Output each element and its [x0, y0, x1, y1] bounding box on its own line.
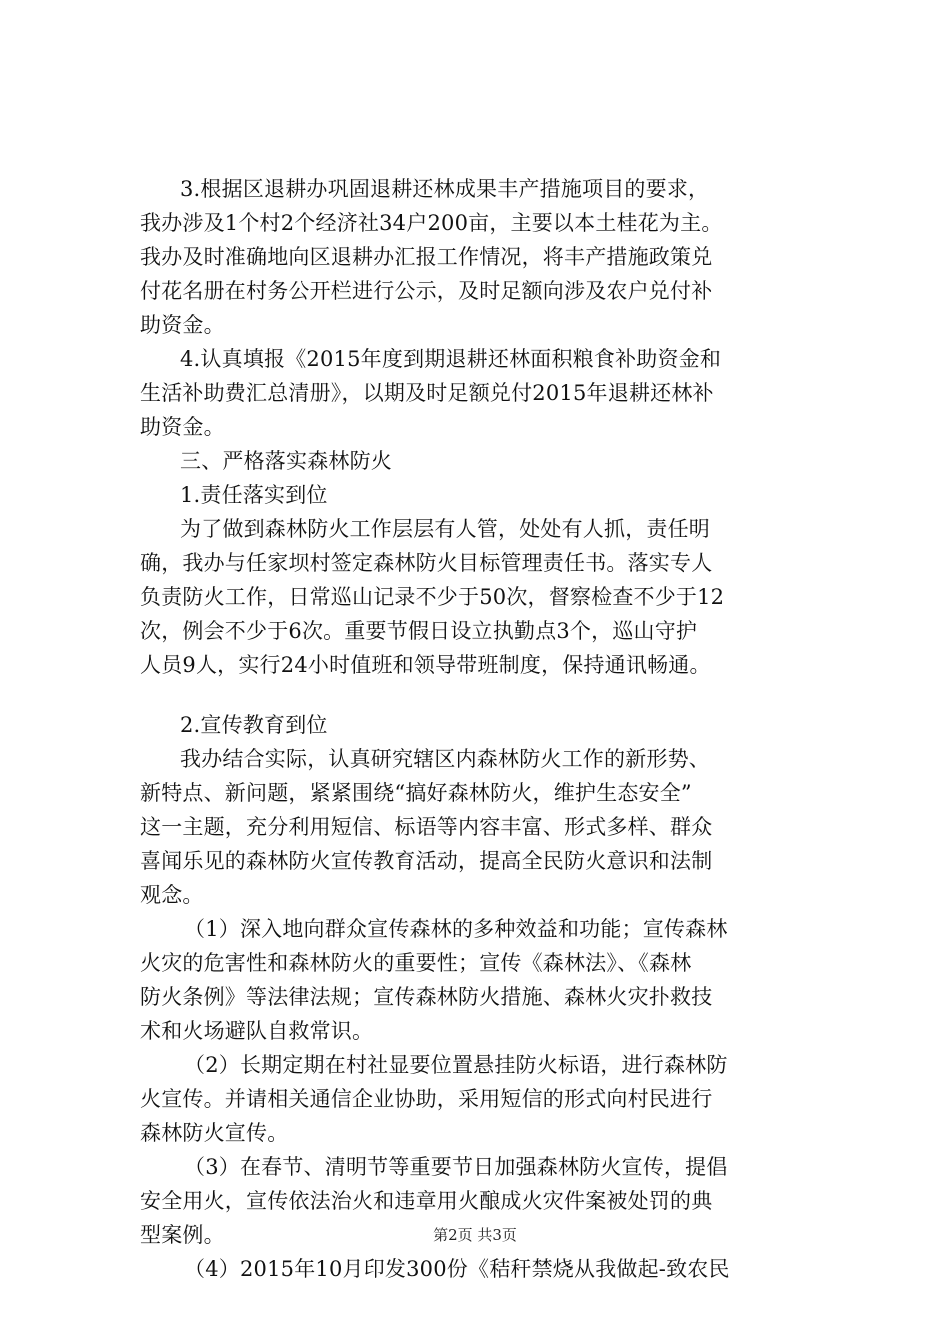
paragraph-line: 生活补助费汇总清册》，以期及时足额兑付2015年退耕还林补: [140, 381, 714, 405]
page-number-footer: 第2页 共3页: [433, 1226, 517, 1244]
paragraph-line: 观念。: [140, 883, 204, 907]
paragraph-line: 次，例会不少于6次。重要节假日设立执勤点3个，巡山守护: [140, 619, 698, 643]
subsection-heading: 2.宣传教育到位: [180, 713, 328, 737]
paragraph-gap: [140, 682, 840, 708]
paragraph-line: 助资金。: [140, 313, 225, 337]
paragraph-line: 人员9人，实行24小时值班和领导带班制度，保持通讯畅通。: [140, 653, 711, 677]
paragraph-line: 火灾的危害性和森林防火的重要性；宣传《森林法》、《森林: [140, 951, 692, 975]
paragraph-line: 火宣传。并请相关通信企业协助，采用短信的形式向村民进行: [140, 1087, 713, 1111]
paragraph-line: 确，我办与任家坝村签定森林防火目标管理责任书。落实专人: [140, 551, 713, 575]
paragraph-line: 我办及时准确地向区退耕办汇报工作情况，将丰产措施政策兑: [140, 245, 713, 269]
paragraph-line: 新特点、新问题，紧紧围绕“搞好森林防火，维护生态安全”: [140, 781, 692, 805]
paragraph-line: 安全用火，宣传依法治火和违章用火酿成火灾件案被处罚的典: [140, 1189, 713, 1213]
paragraph-line: 术和火场避队自救常识。: [140, 1019, 374, 1043]
paragraph-line: （3）在春节、清明节等重要节日加强森林防火宣传，提倡: [184, 1155, 728, 1179]
paragraph-line: 3.根据区退耕办巩固退耕还林成果丰产措施项目的要求，: [180, 177, 710, 201]
paragraph-line: 防火条例》等法律法规；宣传森林防火措施、森林火灾扑救技: [140, 985, 713, 1009]
paragraph-line: 付花名册在村务公开栏进行公示，及时足额向涉及农户兑付补: [140, 279, 713, 303]
paragraph-line: 我办结合实际，认真研究辖区内森林防火工作的新形势、: [180, 747, 710, 771]
section-heading: 三、严格落实森林防火: [180, 449, 392, 473]
paragraph-line: 4.认真填报《2015年度到期退耕还林面积粮食补助资金和: [180, 347, 722, 371]
paragraph-line: 喜闻乐见的森林防火宣传教育活动，提高全民防火意识和法制: [140, 849, 713, 873]
paragraph-line: （2）长期定期在村社显要位置悬挂防火标语，进行森林防: [184, 1053, 728, 1077]
paragraph-line: 为了做到森林防火工作层层有人管，处处有人抓，责任明: [180, 517, 710, 541]
paragraph-line: （1）深入地向群众宣传森林的多种效益和功能；宣传森林: [184, 917, 728, 941]
paragraph-line: 助资金。: [140, 415, 225, 439]
paragraph-line: 型案例。: [140, 1223, 225, 1247]
subsection-heading: 1.责任落实到位: [180, 483, 328, 507]
paragraph-line: 我办涉及1个村2个经济社34户200亩，主要以本土桂花为主。: [140, 211, 723, 235]
document-body: [140, 172, 840, 1286]
paragraph-line: 负责防火工作，日常巡山记录不少于50次，督察检查不少于12: [140, 585, 725, 609]
paragraph-line: 森林防火宣传。: [140, 1121, 289, 1145]
paragraph-line: 这一主题，充分利用短信、标语等内容丰富、形式多样、群众: [140, 815, 713, 839]
paragraph-line: （4）2015年10月印发300份《秸秆禁烧从我做起-致农民: [184, 1257, 730, 1281]
